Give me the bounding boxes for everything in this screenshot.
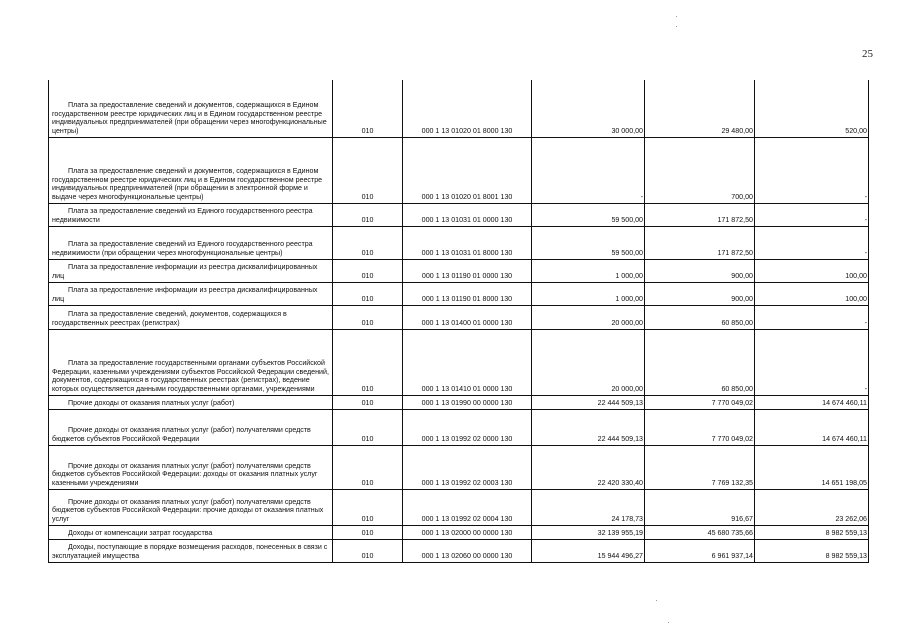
page-number: 25 (862, 48, 873, 60)
row-name-cell: Плата за предоставление сведений, документов, содержащихся в государственных реестрах (регистрах) (49, 305, 333, 329)
revenue-table-container (48, 80, 869, 563)
row-value-3-cell: 14 674 460,11 (755, 395, 869, 409)
row-code-cell: 010 (333, 259, 403, 282)
revenue-table (48, 80, 869, 563)
table-row (49, 226, 869, 259)
row-name-cell: Плата за предоставление информации из реестра дисквалифицированных лиц (49, 282, 333, 305)
row-code-cell: 010 (333, 409, 403, 445)
row-kbk-cell: 000 1 13 01410 01 0000 130 (403, 329, 532, 395)
row-value-3-cell: - (755, 226, 869, 259)
row-value-2-cell: 6 961 937,14 (645, 539, 755, 562)
table-row (49, 305, 869, 329)
row-name-cell: Прочие доходы от оказания платных услуг (работ) получателями средств бюджетов субъектов Российской Федерации (49, 409, 333, 445)
row-code-cell: 010 (333, 445, 403, 489)
row-value-2-cell: 171 872,50 (645, 226, 755, 259)
row-value-2-cell: 7 770 049,02 (645, 409, 755, 445)
row-value-3-cell: - (755, 305, 869, 329)
row-value-2-cell: 45 680 735,66 (645, 525, 755, 539)
row-code-cell: 010 (333, 539, 403, 562)
row-value-1-cell: 1 000,00 (532, 282, 645, 305)
row-name-cell: Прочие доходы от оказания платных услуг (работ) (49, 395, 333, 409)
table-row (49, 282, 869, 305)
row-name-cell: Плата за предоставление сведений из Единого государственного реестра недвижимости (при обращении через многофункциональные центры) (49, 226, 333, 259)
row-value-3-cell: - (755, 329, 869, 395)
row-value-3-cell: 23 262,06 (755, 489, 869, 525)
row-value-1-cell: 15 944 496,27 (532, 539, 645, 562)
row-value-1-cell: 22 444 509,13 (532, 409, 645, 445)
row-value-1-cell: 20 000,00 (532, 329, 645, 395)
row-name-cell: Прочие доходы от оказания платных услуг (работ) получателями средств бюджетов субъектов Российской Федерации: прочие доходы от оказания платных услуг (49, 489, 333, 525)
row-value-1-cell: 32 139 955,19 (532, 525, 645, 539)
row-code-cell: 010 (333, 80, 403, 137)
row-value-3-cell: - (755, 203, 869, 226)
scan-speck (676, 26, 677, 27)
row-kbk-cell: 000 1 13 01190 01 8000 130 (403, 282, 532, 305)
table-row (49, 137, 869, 203)
row-value-1-cell: 30 000,00 (532, 80, 645, 137)
row-kbk-cell: 000 1 13 01190 01 0000 130 (403, 259, 532, 282)
row-kbk-cell: 000 1 13 01031 01 0000 130 (403, 203, 532, 226)
row-kbk-cell: 000 1 13 01992 02 0003 130 (403, 445, 532, 489)
table-row (49, 395, 869, 409)
row-value-1-cell: 1 000,00 (532, 259, 645, 282)
table-row (49, 539, 869, 562)
scan-speck (668, 622, 669, 623)
row-kbk-cell: 000 1 13 01990 00 0000 130 (403, 395, 532, 409)
row-value-3-cell: 520,00 (755, 80, 869, 137)
row-value-3-cell: 8 982 559,13 (755, 539, 869, 562)
row-value-1-cell: 24 178,73 (532, 489, 645, 525)
row-value-2-cell: 916,67 (645, 489, 755, 525)
row-value-2-cell: 7 769 132,35 (645, 445, 755, 489)
row-code-cell: 010 (333, 305, 403, 329)
row-value-3-cell: - (755, 137, 869, 203)
row-code-cell: 010 (333, 282, 403, 305)
row-name-cell: Доходы, поступающие в порядке возмещения расходов, понесенных в связи с эксплуатацией имущества (49, 539, 333, 562)
row-code-cell: 010 (333, 203, 403, 226)
table-row (49, 525, 869, 539)
row-value-2-cell: 700,00 (645, 137, 755, 203)
row-value-2-cell: 900,00 (645, 282, 755, 305)
row-name-cell: Доходы от компенсации затрат государства (49, 525, 333, 539)
row-code-cell: 010 (333, 329, 403, 395)
table-row (49, 259, 869, 282)
row-kbk-cell: 000 1 13 02000 00 0000 130 (403, 525, 532, 539)
row-value-1-cell: - (532, 137, 645, 203)
row-name-cell: Плата за предоставление государственными органами субъектов Российской Федерации, казенными учреждениями субъектов Российской Федерации сведений, документов, содержащихся в государственных реестрах (регистрах), ведение которых осуществляется данными государственными органами, учреждениями (49, 329, 333, 395)
table-row (49, 80, 869, 137)
row-name-cell: Плата за предоставление сведений из Единого государственного реестра недвижимости (49, 203, 333, 226)
row-code-cell: 010 (333, 137, 403, 203)
row-value-3-cell: 100,00 (755, 282, 869, 305)
row-code-cell: 010 (333, 525, 403, 539)
row-value-1-cell: 22 444 509,13 (532, 395, 645, 409)
row-value-1-cell: 59 500,00 (532, 226, 645, 259)
row-kbk-cell: 000 1 13 01992 02 0000 130 (403, 409, 532, 445)
row-name-cell: Плата за предоставление информации из реестра дисквалифицированных лиц (49, 259, 333, 282)
row-name-cell: Плата за предоставление сведений и документов, содержащихся в Едином государственном реестре юридических лиц и в Едином государственном реестре индивидуальных предпринимателей (при обращении в электронной форме и выдаче через многофункциональные центры) (49, 137, 333, 203)
row-value-1-cell: 20 000,00 (532, 305, 645, 329)
row-value-1-cell: 59 500,00 (532, 203, 645, 226)
table-row (49, 409, 869, 445)
row-kbk-cell: 000 1 13 01031 01 8000 130 (403, 226, 532, 259)
row-name-cell: Плата за предоставление сведений и документов, содержащихся в Едином государственном реестре юридических лиц и в Едином государственном реестре индивидуальных предпринимателей (при обращении через многофункциональные центры) (49, 80, 333, 137)
table-row (49, 445, 869, 489)
table-row (49, 203, 869, 226)
row-value-2-cell: 171 872,50 (645, 203, 755, 226)
row-kbk-cell: 000 1 13 01400 01 0000 130 (403, 305, 532, 329)
row-name-cell: Прочие доходы от оказания платных услуг (работ) получателями средств бюджетов субъектов Российской Федерации: доходы от оказания платных услуг казенными учреждениями (49, 445, 333, 489)
row-value-2-cell: 7 770 049,02 (645, 395, 755, 409)
table-row (49, 329, 869, 395)
row-code-cell: 010 (333, 226, 403, 259)
row-kbk-cell: 000 1 13 02060 00 0000 130 (403, 539, 532, 562)
row-value-2-cell: 60 850,00 (645, 329, 755, 395)
scan-speck (676, 16, 677, 17)
table-row (49, 489, 869, 525)
row-code-cell: 010 (333, 395, 403, 409)
row-kbk-cell: 000 1 13 01992 02 0004 130 (403, 489, 532, 525)
row-value-3-cell: 100,00 (755, 259, 869, 282)
row-value-2-cell: 29 480,00 (645, 80, 755, 137)
scan-speck (656, 600, 657, 601)
row-value-2-cell: 60 850,00 (645, 305, 755, 329)
row-value-1-cell: 22 420 330,40 (532, 445, 645, 489)
row-kbk-cell: 000 1 13 01020 01 8001 130 (403, 137, 532, 203)
row-value-2-cell: 900,00 (645, 259, 755, 282)
row-value-3-cell: 14 674 460,11 (755, 409, 869, 445)
row-value-3-cell: 14 651 198,05 (755, 445, 869, 489)
row-kbk-cell: 000 1 13 01020 01 8000 130 (403, 80, 532, 137)
row-value-3-cell: 8 982 559,13 (755, 525, 869, 539)
row-code-cell: 010 (333, 489, 403, 525)
